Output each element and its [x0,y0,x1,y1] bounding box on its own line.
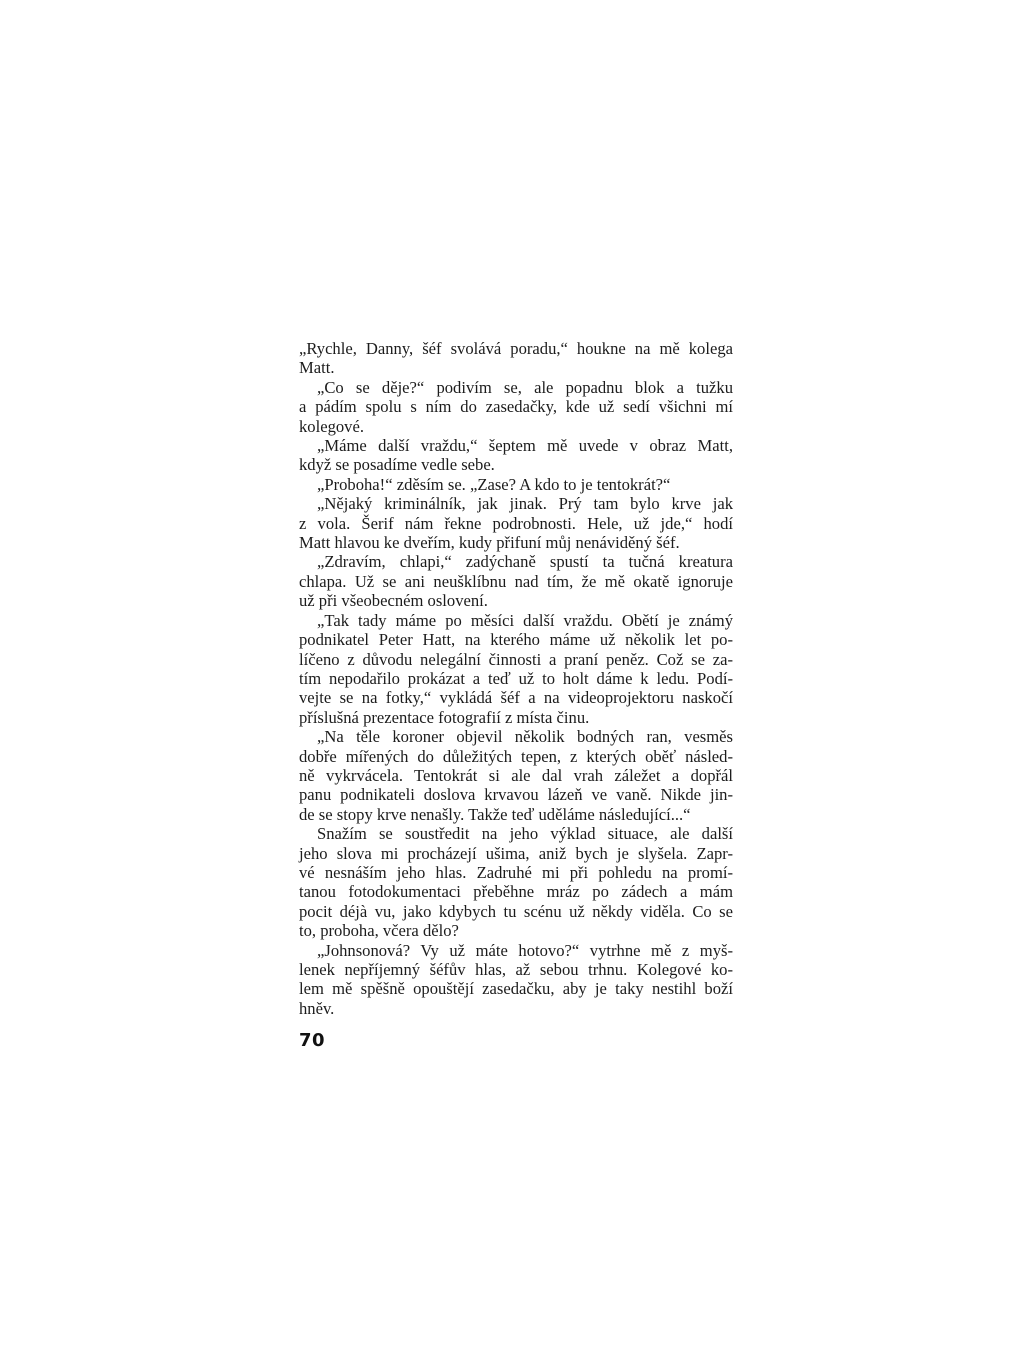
page-number: 70 [299,1030,326,1051]
text-line: vejte se na fotky,“ vykládá šéf a na videoprojektoru naskočí [299,688,733,708]
text-line: lenek nepříjemný šéfův hlas, až sebou trhnu. Kolegové ko- [299,960,733,979]
text-line: Matt. [299,358,335,378]
paragraph [299,339,733,378]
text-line: tím nepodařilo prokázat a teď už to holt dáme k ledu. Podí- [299,668,733,688]
text-line: „Nějaký kriminálník, jak jinak. Prý tam bylo krve jak [317,494,733,514]
text-line: a pádím spolu s ním do zasedačky, kde už sedí všichni mí [299,397,733,417]
text-line: panu podnikateli doslova krvavou lázeň ve vaně. Nikde jin- [299,785,733,805]
text-line: když se posadíme vedle sebe. [299,455,495,475]
text-line: podnikatel Peter Hatt, na kterého máme už několik let po- [299,630,733,650]
text-line: „Co se děje?“ podivím se, ale popadnu blok a tužku [317,377,733,397]
text-line: chlapa. Už se ani neušklíbnu nad tím, že mě okatě ignoruje [299,571,733,591]
text-line: to, proboha, včera dělo? [299,921,459,941]
text-line: příslušná prezentace fotografií z místa činu. [299,707,590,727]
paragraph [299,475,733,494]
paragraph [299,378,733,436]
text-line: ně vykrvácela. Tentokrát si ale dal vrah záležet a dopřál [299,765,733,785]
text-line: „Máme další vraždu,“ šeptem mě uvede v obraz Matt, [317,436,733,456]
text-line: „Johnsonová? Vy už máte hotovo?“ vytrhne mě z myš- [317,940,733,960]
paragraph [299,611,733,727]
text-line: už při všeobecném oslovení. [299,591,488,611]
text-line: „Proboha!“ zděsím se. „Zase? A kdo to je tentokrát?“ [317,474,671,494]
text-line: Matt hlavou ke dveřím, kudy přifuní můj nenáviděný šéf. [299,533,680,553]
text-line: „Rychle, Danny, šéf svolává poradu,“ houkne na mě kolega [299,339,733,358]
paragraph [299,494,733,552]
text-line: lem mě spěšně opouštějí zasedačku, aby je taky nestihl boží [299,979,733,999]
paragraph [299,824,733,940]
text-line: „Tak tady máme po měsíci další vraždu. Obětí je známý [317,610,733,630]
paragraph [299,727,733,824]
paragraph [299,436,733,475]
text-line: z vola. Šerif nám řekne podrobnosti. Hele, už jde,“ hodí [299,513,733,533]
text-line: dobře mířených do důležitých tepen, z kterých oběť násled- [299,746,733,766]
text-line: líčeno z důvodu nelegální činnosti a praní peněz. Což se za- [299,649,733,669]
body-text [299,339,733,1018]
text-line: pocit déjà vu, jako kdybych tu scénu už někdy viděla. Co se [299,901,733,921]
text-line: vé nesnáším jeho hlas. Zadruhé mi při pohledu na promí- [299,862,733,882]
text-line: „Na těle koroner objevil několik bodných ran, vesměs [317,727,733,747]
text-line: de se stopy krve nenašly. Takže teď uděláme následující...“ [299,804,691,824]
text-line: kolegové. [299,416,364,436]
text-line: „Zdravím, chlapi,“ zadýchaně spustí ta tučná kreatura [317,552,733,572]
text-line: jeho slova mi procházejí ušima, aniž bych je slyšela. Zapr- [299,843,733,863]
text-line: hněv. [299,998,335,1018]
paragraph [299,941,733,1019]
text-line: tanou fotodokumentaci přeběhne mráz po zádech a mám [299,882,733,902]
text-line: Snažím se soustředit na jeho výklad situace, ale další [317,824,733,844]
paragraph [299,552,733,610]
